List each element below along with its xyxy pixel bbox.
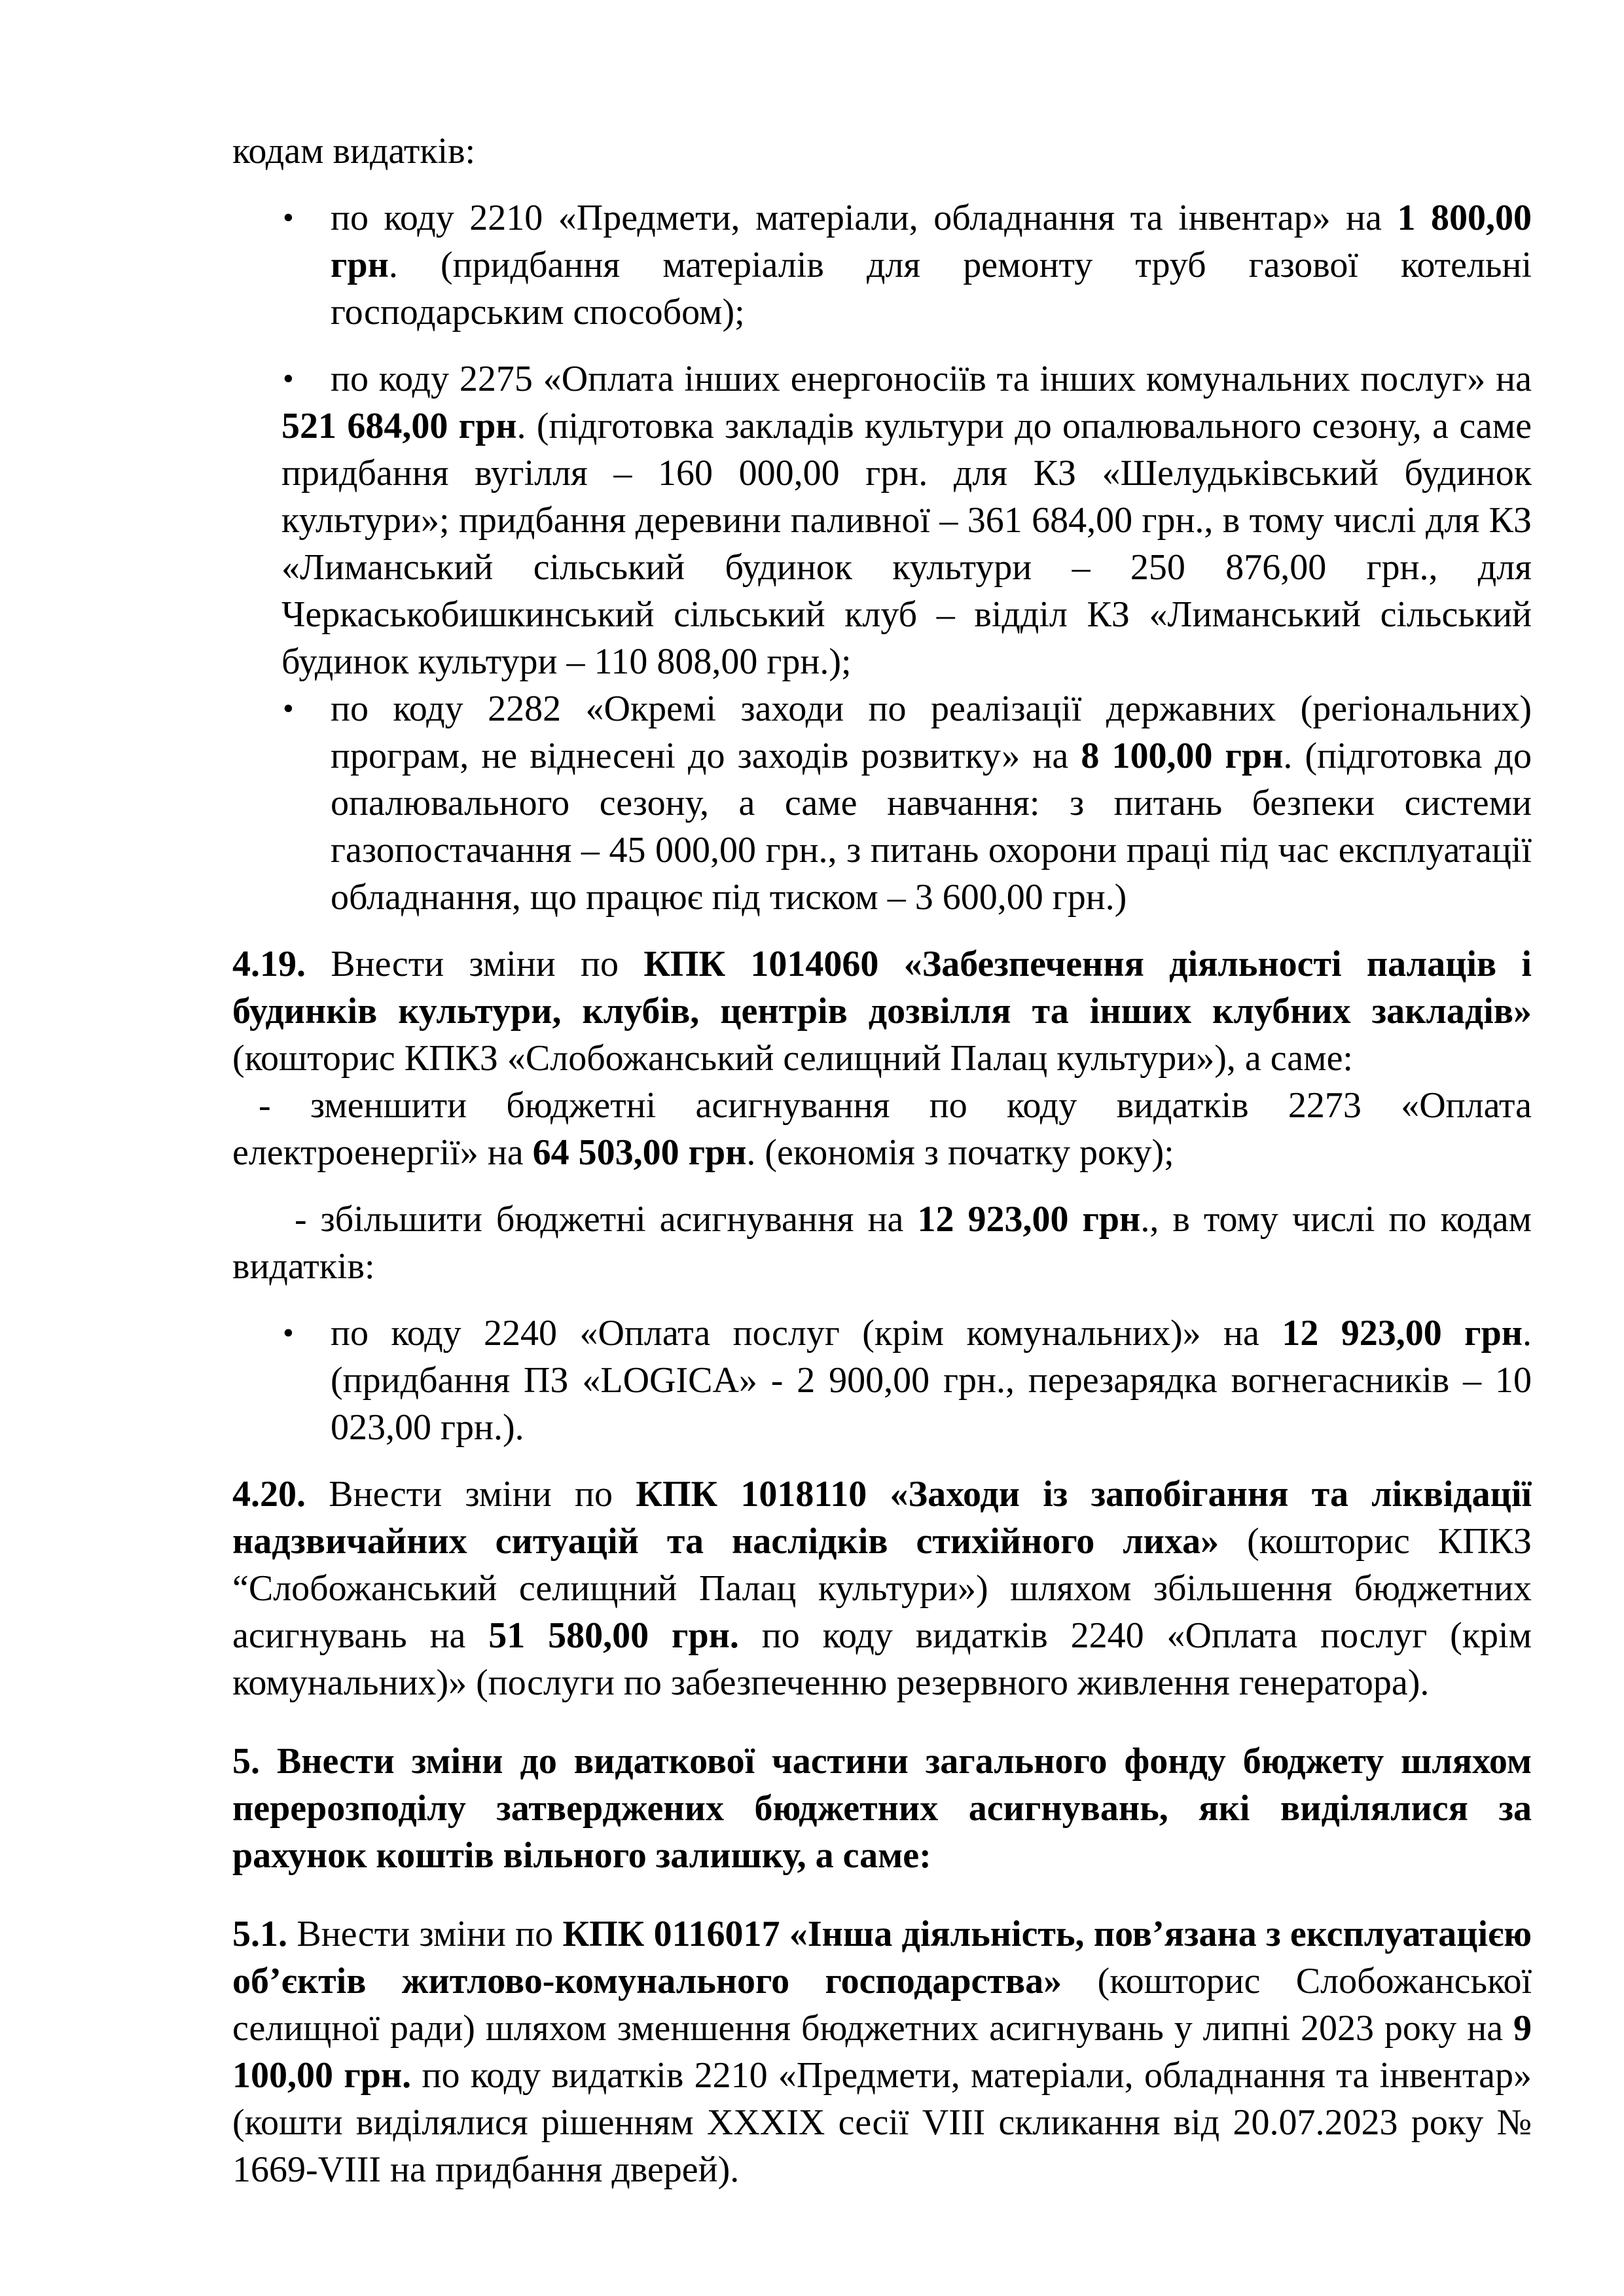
list-item-code-2210: • по коду 2210 «Предмети, матеріали, обладнання та інвентар» на 1 800,00 грн. (придбання матеріалів для ремонту труб газової котельні господарським способом); — [232, 194, 1532, 336]
amount: 12 923,00 грн — [1282, 1313, 1523, 1354]
amount: 8 100,00 грн — [1081, 736, 1284, 776]
document-page — [232, 128, 1532, 2193]
amount: 64 503,00 грн — [532, 1132, 747, 1173]
amount: 9 100,00 грн. — [232, 2008, 1532, 2096]
amount: 12 923,00 грн — [917, 1199, 1141, 1240]
item-number: 4.19. — [232, 944, 306, 984]
kpk-title: КПК 1018110 «Заходи із запобігання та ліквідації надзвичайних ситуацій та наслідків стихійного лиха» — [232, 1474, 1532, 1562]
item-number: 5.1. — [232, 1914, 287, 1954]
item-4-20: 4.20. Внести зміни по КПК 1018110 «Заходи із запобігання та ліквідації надзвичайних ситуацій та наслідків стихійного лиха» (кошторис КПКЗ “Слобожанський селищний Палац культури») шляхом збільшення бюджетних асигнувань на 51 580,00 грн. по коду видатків 2240 «Оплата послуг (крім комунальних)» (послуги по забезпеченню резервного живлення генератора). — [232, 1474, 1532, 1703]
amount: 51 580,00 грн. — [488, 1615, 739, 1656]
item-5-1: 5.1. Внести зміни по КПК 0116017 «Інша діяльність, пов’язана з експлуатацією об’єктів житлово-комунального господарства» (кошторис Слобожанської селищної ради) шляхом зменшення бюджетних асигнувань у липні 2023 року на 9 100,00 грн. по коду видатків 2210 «Предмети, матеріали, обладнання та інвентар» (кошти виділялися рішенням XXXIX сесії VIII скликання від 20.07.2023 року № 1669-VIII на придбання дверей). — [232, 1914, 1532, 2190]
list-item-code-2240: • по коду 2240 «Оплата послуг (крім комунальних)» на 12 923,00 грн. (придбання ПЗ «LOGICA» - 2 900,00 грн., перезарядка вогнегасників – 10 023,00 грн.). — [232, 1310, 1532, 1451]
amount: 521 684,00 грн — [281, 406, 517, 446]
bullet-icon: • — [283, 200, 294, 235]
list-item-code-2282: • по коду 2282 «Окремі заходи по реалізації державних (регіональних) програм, не віднесені до заходів розвитку» на 8 100,00 грн. (підготовка до опалювального сезону, а саме навчання: з питань безпеки системи газопостачання – 45 000,00 грн., з питань охорони праці під час експлуатації обладнання, що працює під тиском – 3 600,00 грн.) — [232, 685, 1532, 921]
item-4-19: 4.19. Внести зміни по КПК 1014060 «Забезпечення діяльності палаців і будинків культури, клубів, центрів дозвілля та інших клубних закладів» (кошторис КПКЗ «Слобожанський селищний Палац культури»), а саме: — [232, 944, 1532, 1079]
list-item-code-2275: • по коду 2275 «Оплата інших енергоносіїв та інших комунальних послуг» на 521 684,00 грн. (підготовка закладів культури до опалювального сезону, а саме придбання вугілля – 160 000,00 грн. для КЗ «Шелудьківський будинок культури»; придбання деревини паливної – 361 684,00 грн., в тому числі для КЗ «Лиманський сільський будинок культури – 250 876,00 грн., для Черкаськобишкинський сільський клуб – відділ КЗ «Лиманський сільський будинок культури – 110 808,00 грн.); — [232, 355, 1532, 685]
section-number: 5. — [232, 1741, 260, 1782]
item-4-19-increase: - збільшити бюджетні асигнування на 12 923,00 грн., в тому числі по кодам видатків: — [232, 1199, 1532, 1287]
kpk-title: КПК 1014060 «Забезпечення діяльності палаців і будинків культури, клубів, центрів дозвілля та інших клубних закладів» — [232, 944, 1532, 1031]
item-number: 4.20. — [232, 1474, 306, 1515]
intro-line: кодам видатків: — [232, 131, 476, 171]
kpk-title: КПК 0116017 «Інша діяльність, пов’язана з експлуатацією об’єктів житлово-комунального господарства» — [232, 1914, 1532, 2001]
bullet-icon: • — [283, 1316, 294, 1350]
item-4-19-decrease: - зменшити бюджетні асигнування по коду видатків 2273 «Оплата електроенергії» на 64 503,00 грн. (економія з початку року); — [232, 1085, 1532, 1173]
bullet-icon: • — [283, 361, 294, 396]
bullet-icon: • — [283, 691, 294, 726]
section-5-heading: 5. Внести зміни до видаткової частини загального фонду бюджету шляхом перерозподілу затверджених бюджетних асигнувань, які виділялися за рахунок коштів вільного залишку, а саме: — [232, 1741, 1532, 1876]
amount: 1 800,00 грн — [331, 198, 1532, 285]
